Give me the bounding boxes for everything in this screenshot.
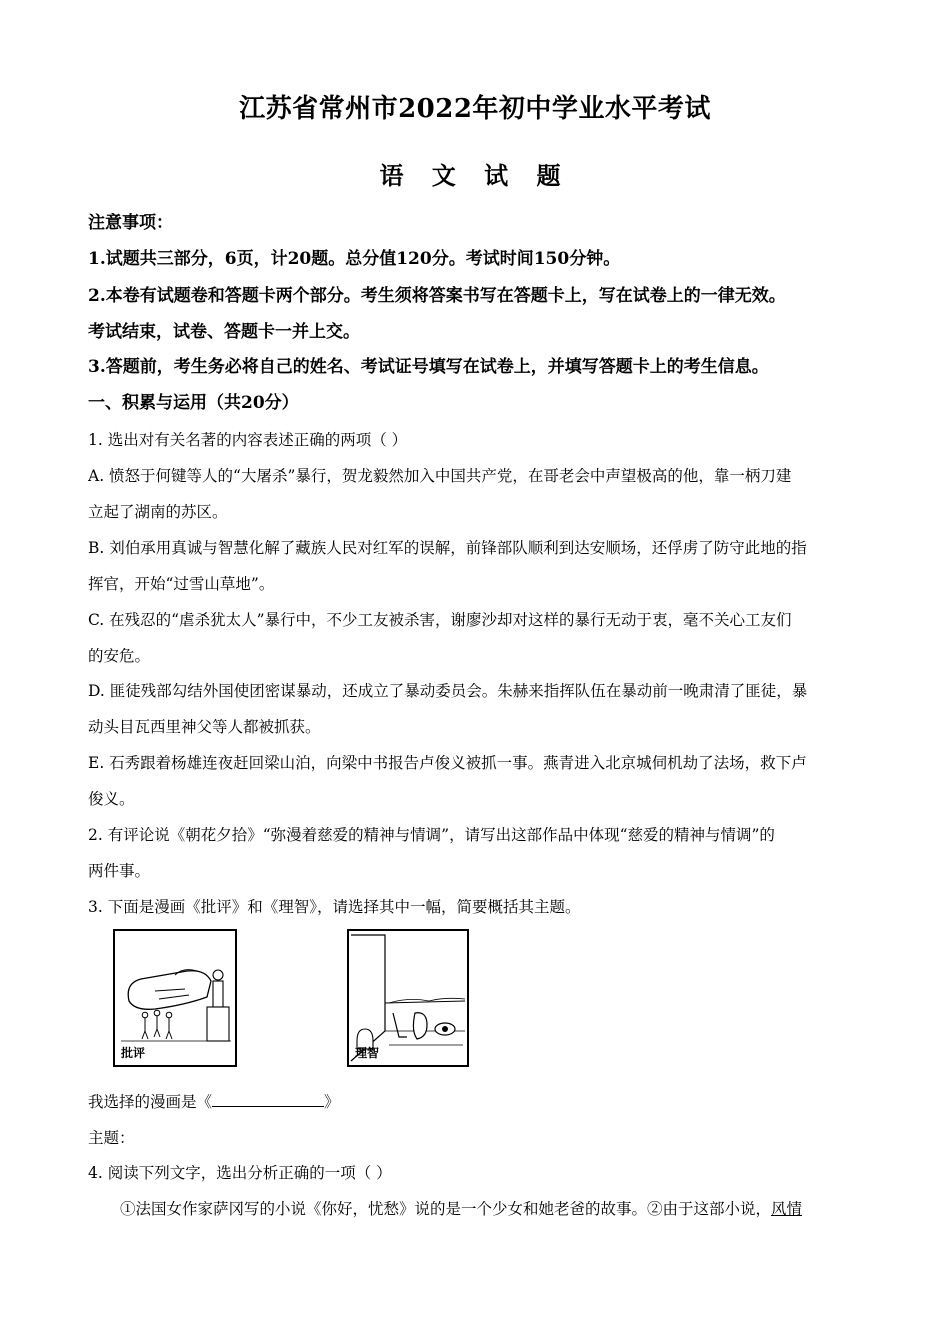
comic-criticism-label: 批评 bbox=[121, 1046, 146, 1060]
q1-option-b-line1: B. 刘伯承用真诚与智慧化解了藏族人民对红军的误解，前锋部队顺利到达安顺场，还俘虏了防守此地的指 bbox=[88, 539, 807, 557]
q1-option-d-line1: D. 匪徒残部勾结外国使团密谋暴动，还成立了暴动委员会。朱赫来指挥队伍在暴动前一晚肃清了匪徒，暴 bbox=[88, 682, 808, 700]
notice-item-2a: 2.本卷有试题卷和答题卡两个部分。考生须将答案书写在答题卡上，写在试卷上的一律无效。 bbox=[88, 286, 786, 306]
q1-stem: 1. 选出对有关名著的内容表述正确的两项（ ） bbox=[88, 431, 408, 449]
comic-reason-label: 理智 bbox=[355, 1046, 380, 1060]
q2-line2: 两件事。 bbox=[88, 862, 151, 880]
section-heading: 一、积累与运用（共20分） bbox=[88, 393, 299, 413]
comic-criticism bbox=[113, 929, 237, 1067]
exam-title: 江苏省常州市2022年初中学业水平考试 bbox=[239, 94, 711, 124]
q2-line1: 2. 有评论说《朝花夕拾》“弥漫着慈爱的精神与情调”，请写出这部作品中体现“慈爱的精神与情调”的 bbox=[88, 826, 775, 844]
q3-stem: 3. 下面是漫画《批评》和《理智》，请选择其中一幅，简要概括其主题。 bbox=[88, 898, 581, 916]
q3-choice-blank[interactable] bbox=[212, 1092, 324, 1107]
q1-option-c-line1: C. 在残忍的“虐杀犹太人”暴行中，不少工友被杀害，谢廖沙却对这样的暴行无动于衷，毫不关心工友们 bbox=[88, 611, 792, 629]
comic-reason bbox=[347, 929, 469, 1067]
notice-item-1: 1.试题共三部分，6页，计20题。总分值120分。考试时间150分钟。 bbox=[88, 249, 621, 269]
q1-option-e-line1: E. 石秀跟着杨雄连夜赶回梁山泊，向梁中书报告卢俊义被抓一事。燕青进入北京城伺机劫了法场，救下卢 bbox=[88, 754, 807, 772]
q3-choice-prefix: 我选择的漫画是《 bbox=[88, 1093, 213, 1111]
exam-subtitle: 语 文 试 题 bbox=[379, 161, 571, 190]
q3-choice-suffix: 》 bbox=[324, 1093, 340, 1111]
q1-option-d-line2: 动头目瓦西里神父等人都被抓获。 bbox=[88, 718, 321, 736]
q3-choice-line bbox=[88, 1092, 868, 1112]
notice-item-2b: 考试结束，试卷、答题卡一并上交。 bbox=[88, 322, 360, 342]
q1-option-e-line2: 俊义。 bbox=[88, 790, 135, 808]
q1-option-b-line2: 挥官，开始“过雪山草地”。 bbox=[88, 575, 275, 593]
q1-option-c-line2: 的安危。 bbox=[88, 647, 151, 665]
notice-heading: 注意事项： bbox=[88, 213, 173, 233]
q4-stem: 4. 阅读下列文字，选出分析正确的一项（ ） bbox=[88, 1164, 392, 1182]
q4-passage-line1 bbox=[120, 1199, 870, 1219]
q3-theme-label: 主题： bbox=[88, 1129, 135, 1147]
q1-option-a-line1: A. 愤怒于何键等人的“大屠杀”暴行，贺龙毅然加入中国共产党，在哥老会中声望极高的他，靠一柄刀建 bbox=[88, 467, 792, 485]
q4-passage-underlined: 风情 bbox=[771, 1200, 803, 1218]
q1-option-a-line2: 立起了湖南的苏区。 bbox=[88, 503, 228, 521]
notice-item-3: 3.答题前，考生务必将自己的姓名、考试证号填写在试卷上，并填写答题卡上的考生信息。 bbox=[88, 357, 769, 377]
q4-passage-text: ①法国女作家萨冈写的小说《你好，忧愁》说的是一个少女和她老爸的故事。②由于这部小说， bbox=[120, 1200, 772, 1218]
